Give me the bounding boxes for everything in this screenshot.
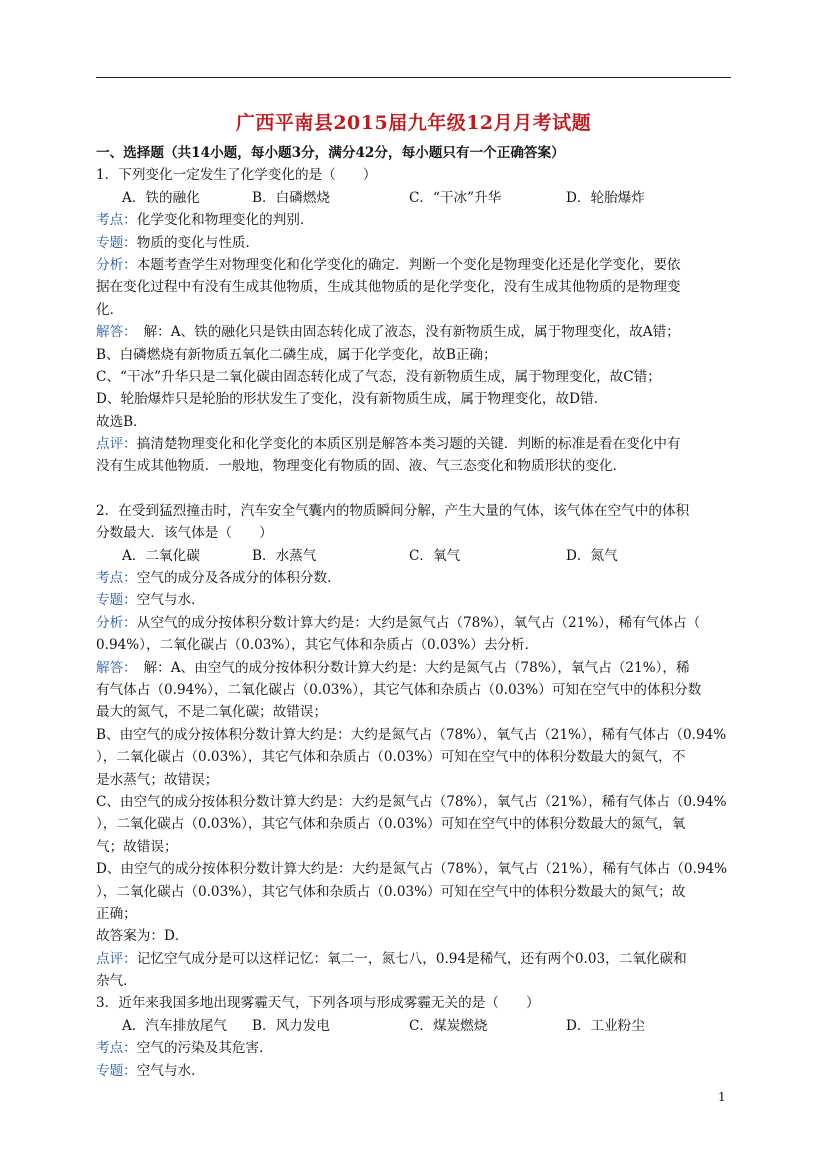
document-body <box>96 142 736 1082</box>
q1-fenxi <box>96 254 736 276</box>
q2-jieda-3: 最大的氮气，不是二氧化碳；故错误； <box>96 704 328 721</box>
q3-option-d: D．工业粉尘 <box>566 1017 645 1034</box>
q1-kaodian <box>96 209 736 231</box>
page-number: 1 <box>718 1090 726 1104</box>
kaodian-text: 化学变化和物理变化的判别． <box>136 212 314 229</box>
q2-jieda-2: 有气体占（0.94%），二氧化碳占（0.03%），其它气体和杂质占（0.03%）可知在空气中的体积分数 <box>96 681 702 698</box>
q1-option-b: B．白磷燃烧 <box>252 189 330 206</box>
q3-option-a: A．汽车排放尾气 <box>122 1017 227 1034</box>
q3-kaodian <box>96 1037 736 1059</box>
kaodian-label: 考点： <box>96 212 137 229</box>
kaodian-label: 考点： <box>96 570 137 587</box>
q1-fenxi-2: 据在变化过程中有没有生成其他物质，生成其他物质的是化学变化，没有生成其他物质的是物理变 <box>96 279 681 296</box>
q2-jieda-11: ），二氧化碳占（0.03%），其它气体和杂质占（0.03%）可知在空气中的体积分数最大的氮气；故 <box>96 883 686 900</box>
header-rule <box>96 77 731 78</box>
page-title: 广西平南县2015届九年级12月月考试题 <box>235 112 592 134</box>
zhuanti-text: 空气与水． <box>136 1062 205 1079</box>
q1-jieda-5: 故选B． <box>96 413 147 430</box>
q3-options <box>96 1015 736 1037</box>
dianping-label: 点评： <box>96 436 137 453</box>
q2-stem: 2．在受到猛烈撞击时，汽车安全气囊内的物质瞬间分解，产生大量的气体，该气体在空气中的体积 <box>96 502 690 519</box>
q3-option-c: C．煤炭燃烧 <box>409 1017 488 1034</box>
zhuanti-text: 空气与水． <box>136 592 205 609</box>
q2-stem-2: 分数最大．该气体是（ ） <box>96 525 273 542</box>
fenxi-text: 从空气的成分按体积分数计算大约是：大约是氮气占（78%），氧气占（21%），稀有气体占（ <box>136 614 701 631</box>
q1-zhuanti <box>96 232 736 254</box>
fenxi-label: 分析： <box>96 256 137 273</box>
q2-kaodian <box>96 567 736 589</box>
fenxi-label: 分析： <box>96 614 137 631</box>
q2-jieda-6: 是水蒸气；故错误； <box>96 771 219 788</box>
q2-jieda-9: 气；故错误； <box>96 838 178 855</box>
q2-jieda-13: 故答案为：D． <box>96 928 189 945</box>
q1-option-c: C．“干冰”升华 <box>409 189 502 206</box>
jieda-label: 解答： <box>96 659 130 676</box>
q2-jieda-8: ），二氧化碳占（0.03%），其它气体和杂质占（0.03%）可知在空气中的体积分数最大的氮气，氧 <box>96 816 686 833</box>
kaodian-text: 空气的成分及各成分的体积分数． <box>136 570 341 587</box>
dianping-label: 点评： <box>96 950 137 967</box>
q2-dianping-2: 杂气． <box>96 973 137 990</box>
jieda-label: 解答： <box>96 324 130 341</box>
q2-jieda-12: 正确； <box>96 905 137 922</box>
q2-zhuanti <box>96 589 736 611</box>
kaodian-label: 考点： <box>96 1040 137 1057</box>
q2-jieda-4: B、由空气的成分按体积分数计算大约是：大约是氮气占（78%），氧气占（21%），稀有气体占（0.94% <box>96 726 727 743</box>
q1-option-d: D．轮胎爆炸 <box>566 189 645 206</box>
q2-option-a: A．二氧化碳 <box>122 547 200 564</box>
q1-option-a: A．铁的融化 <box>122 189 200 206</box>
q1-dianping-2: 没有生成其他物质．一般地，物理变化有物质的固、液、气三态变化和物质形状的变化． <box>96 458 627 475</box>
q2-option-c: C．氧气 <box>409 547 461 564</box>
jieda-text: 解：A、由空气的成分按体积分数计算大约是：大约是氮气占（78%），氧气占（21%），稀 <box>129 659 690 676</box>
q2-jieda-7: C、由空气的成分按体积分数计算大约是：大约是氮气占（78%），氧气占（21%），稀有气体占（0.94% <box>96 793 727 810</box>
dianping-text: 搞清楚物理变化和化学变化的本质区别是解答本类习题的关键．判断的标准是看在变化中有 <box>136 436 681 453</box>
dianping-text: 记忆空气成分是可以这样记忆：氧二一，氮七八，0.94是稀气，还有两个0.03，二氧化碳和 <box>136 950 687 967</box>
zhuanti-text: 物质的变化与性质． <box>136 234 260 251</box>
zhuanti-label: 专题： <box>96 234 137 251</box>
zhuanti-label: 专题： <box>96 1062 137 1079</box>
q2-fenxi <box>96 612 736 634</box>
q1-jieda-2: B、白磷燃烧有新物质五氧化二磷生成，属于化学变化，故B正确； <box>96 346 497 363</box>
q2-fenxi-2: 0.94%），二氧化碳占（0.03%），其它气体和杂质占（0.03%）去分析． <box>96 637 539 654</box>
q1-stem: 1．下列变化一定发生了化学变化的是（ ） <box>96 167 377 184</box>
q2-option-d: D．氮气 <box>566 547 618 564</box>
q3-zhuanti <box>96 1060 736 1082</box>
q1-jieda-4: D、轮胎爆炸只是轮胎的形状发生了变化，没有新物质生成，属于物理变化，故D错． <box>96 391 608 408</box>
q3-stem: 3．近年来我国多地出现雾霾天气，下列各项与形成雾霾无关的是（ ） <box>96 995 540 1012</box>
q2-jieda <box>96 657 736 679</box>
q2-option-b: B．水蒸气 <box>252 547 317 564</box>
q2-jieda-10: D、由空气的成分按体积分数计算大约是：大约是氮气占（78%），氧气占（21%），稀有气体占（0.94% <box>96 861 728 878</box>
jieda-text: 解：A、铁的融化只是铁由固态转化成了液态，没有新物质生成，属于物理变化，故A错； <box>129 324 680 341</box>
q2-jieda-5: ），二氧化碳占（0.03%），其它气体和杂质占（0.03%）可知在空气中的体积分数最大的氮气，不 <box>96 749 686 766</box>
q2-options <box>96 545 736 567</box>
fenxi-text: 本题考查学生对物理变化和化学变化的确定．判断一个变化是物理变化还是化学变化，要依 <box>136 256 681 273</box>
section-heading: 一、选择题（共14小题，每小题3分，满分42分，每小题只有一个正确答案） <box>96 145 565 161</box>
q1-fenxi-3: 化． <box>96 301 124 318</box>
q1-jieda <box>96 321 736 343</box>
q1-dianping <box>96 433 736 455</box>
kaodian-text: 空气的污染及其危害． <box>136 1040 273 1057</box>
q1-jieda-3: C、“干冰”升华只是二氧化碳由固态转化成了气态，没有新物质生成，属于物理变化，故C错； <box>96 368 661 385</box>
q3-option-b: B．风力发电 <box>252 1017 330 1034</box>
q2-dianping <box>96 948 736 970</box>
q1-options <box>96 187 736 209</box>
zhuanti-label: 专题： <box>96 592 137 609</box>
